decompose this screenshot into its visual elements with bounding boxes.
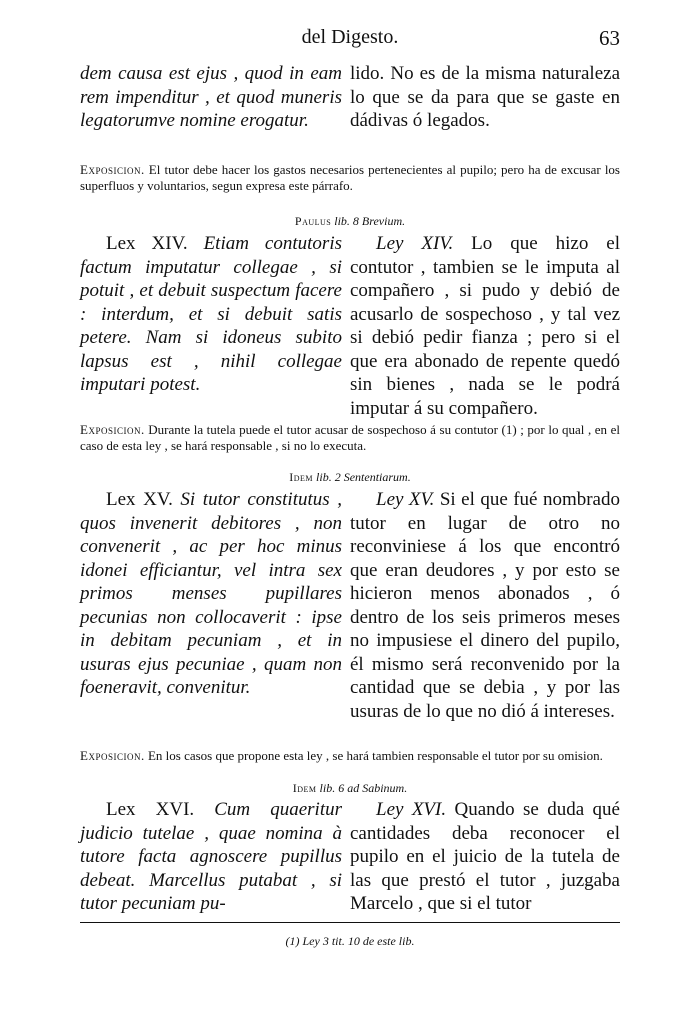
- block1-spanish: [350, 62, 620, 133]
- lex15-spanish-head: Ley XV.: [376, 489, 435, 510]
- block1-columns: [80, 62, 620, 133]
- exposicion-1-label: Exposicion.: [80, 162, 145, 177]
- exposicion-2: [80, 422, 620, 454]
- running-title: del Digesto.: [301, 26, 399, 48]
- exposicion-1-text: El tutor debe hacer los gastos necesarios pertenecientes al pupilo; pero ha de excusar los superfluos y voluntarios, segun expresa este párrafo.: [80, 162, 620, 193]
- exposicion-3-text: En los casos que propone esta ley , se hará tambien responsable el tutor por su omision.: [144, 748, 603, 763]
- exposicion-3: [80, 748, 620, 764]
- lex14-spanish: [350, 232, 620, 420]
- lex16-spanish-head: Ley XVI.: [376, 799, 447, 820]
- lex14-spanish-text: Lo que hizo el contutor , tambien se le imputa al compañero , si pudo y debió de acusarlo de sospechoso , y tal vez si debió pedir fianza ; pero si el que era abonado de repente quedó sin bienes , nada se le podrá imputar á su compañero.: [350, 233, 620, 419]
- source-2: [80, 470, 620, 485]
- source-3: [80, 781, 620, 796]
- lex14-latin-head: Lex XIV.: [106, 233, 188, 254]
- source-2-author: Idem: [289, 470, 314, 484]
- footnote: (1) Ley 3 tit. 10 de este lib.: [285, 934, 415, 948]
- lex15-spanish: [350, 488, 620, 723]
- source-3-work: lib. 6 ad Sabinum.: [319, 781, 408, 795]
- lex15-latin-head: Lex XV.: [106, 489, 173, 510]
- lex16-spanish-text: Quando se duda qué cantidades deba reconocer el pupilo en el juicio de la tutela de las que prestó el tutor , juzgaba Marcelo , que si el tutor: [350, 799, 620, 914]
- lex14-latin-text: Etiam contutoris factum imputatur collegae , si potuit , et debuit suspectum facere : interdum, et si debuit satis petere. Nam si idoneus subito lapsus est , nihil collegae imputari potest.: [80, 233, 342, 395]
- lex14-columns: [80, 232, 620, 420]
- footnote-rule: [80, 922, 620, 923]
- lex15-latin: [80, 488, 342, 723]
- lex16-latin-head: Lex XVI.: [106, 799, 195, 820]
- lex15-columns: [80, 488, 620, 723]
- lex14-latin: [80, 232, 342, 420]
- lex14-spanish-head: Ley XIV.: [376, 233, 454, 254]
- page-number: 63: [599, 26, 620, 50]
- block1-latin: [80, 62, 342, 133]
- lex16-latin-text: Cum quaeritur judicio tutelae , quae nomina à tutore facta agnoscere pupillus debeat. Marcellus putabat , si tutor pecuniam pu-: [80, 799, 342, 914]
- source-1-author: Paulus: [294, 214, 332, 228]
- block1-spanish-text: lido. No es de la misma naturaleza lo que se da para que se gaste en dádivas ó legados.: [350, 63, 620, 131]
- source-1-work: lib. 8 Brevium.: [334, 214, 406, 228]
- lex16-spanish: [350, 798, 620, 916]
- page-header: [80, 26, 620, 56]
- source-1: [80, 214, 620, 229]
- lex16-latin: [80, 798, 342, 916]
- lex16-columns: [80, 798, 620, 916]
- lex15-latin-text: Si tutor constitutus , quos invenerit debitores , non convenerit , ac per hoc minus idonei efficiantur, vel intra sex primos menses pupillares pecunias non collocaverit : ipse in debitam pecuniam , et in usuras ejus pecuniae , quam non foeneravit, convenitur.: [80, 489, 342, 698]
- source-2-work: lib. 2 Sententiarum.: [316, 470, 411, 484]
- exposicion-3-label: Exposicion.: [80, 748, 145, 763]
- exposicion-1: [80, 162, 620, 194]
- exposicion-2-label: Exposicion.: [80, 422, 145, 437]
- source-3-author: Idem: [292, 781, 317, 795]
- block1-latin-text: dem causa est ejus , quod in eam rem impenditur , et quod muneris legatorumve nomine erogatur.: [80, 63, 342, 131]
- exposicion-2-text: Durante la tutela puede el tutor acusar de sospechoso á su contutor (1) ; por lo qual , en el caso de esta ley , se hará responsable , si no lo executa.: [80, 422, 620, 453]
- lex15-spanish-text: Si el que fué nombrado tutor en lugar de otro no reconviniese á los que encontró que eran deudores , y por esto se hicieron menos abonados , ó dentro de los seis primeros meses no impusiese el dinero del pupilo, él mismo será reconvenido por la cantidad que se debia , y por las usuras de lo que no dió á intereses.: [350, 489, 620, 722]
